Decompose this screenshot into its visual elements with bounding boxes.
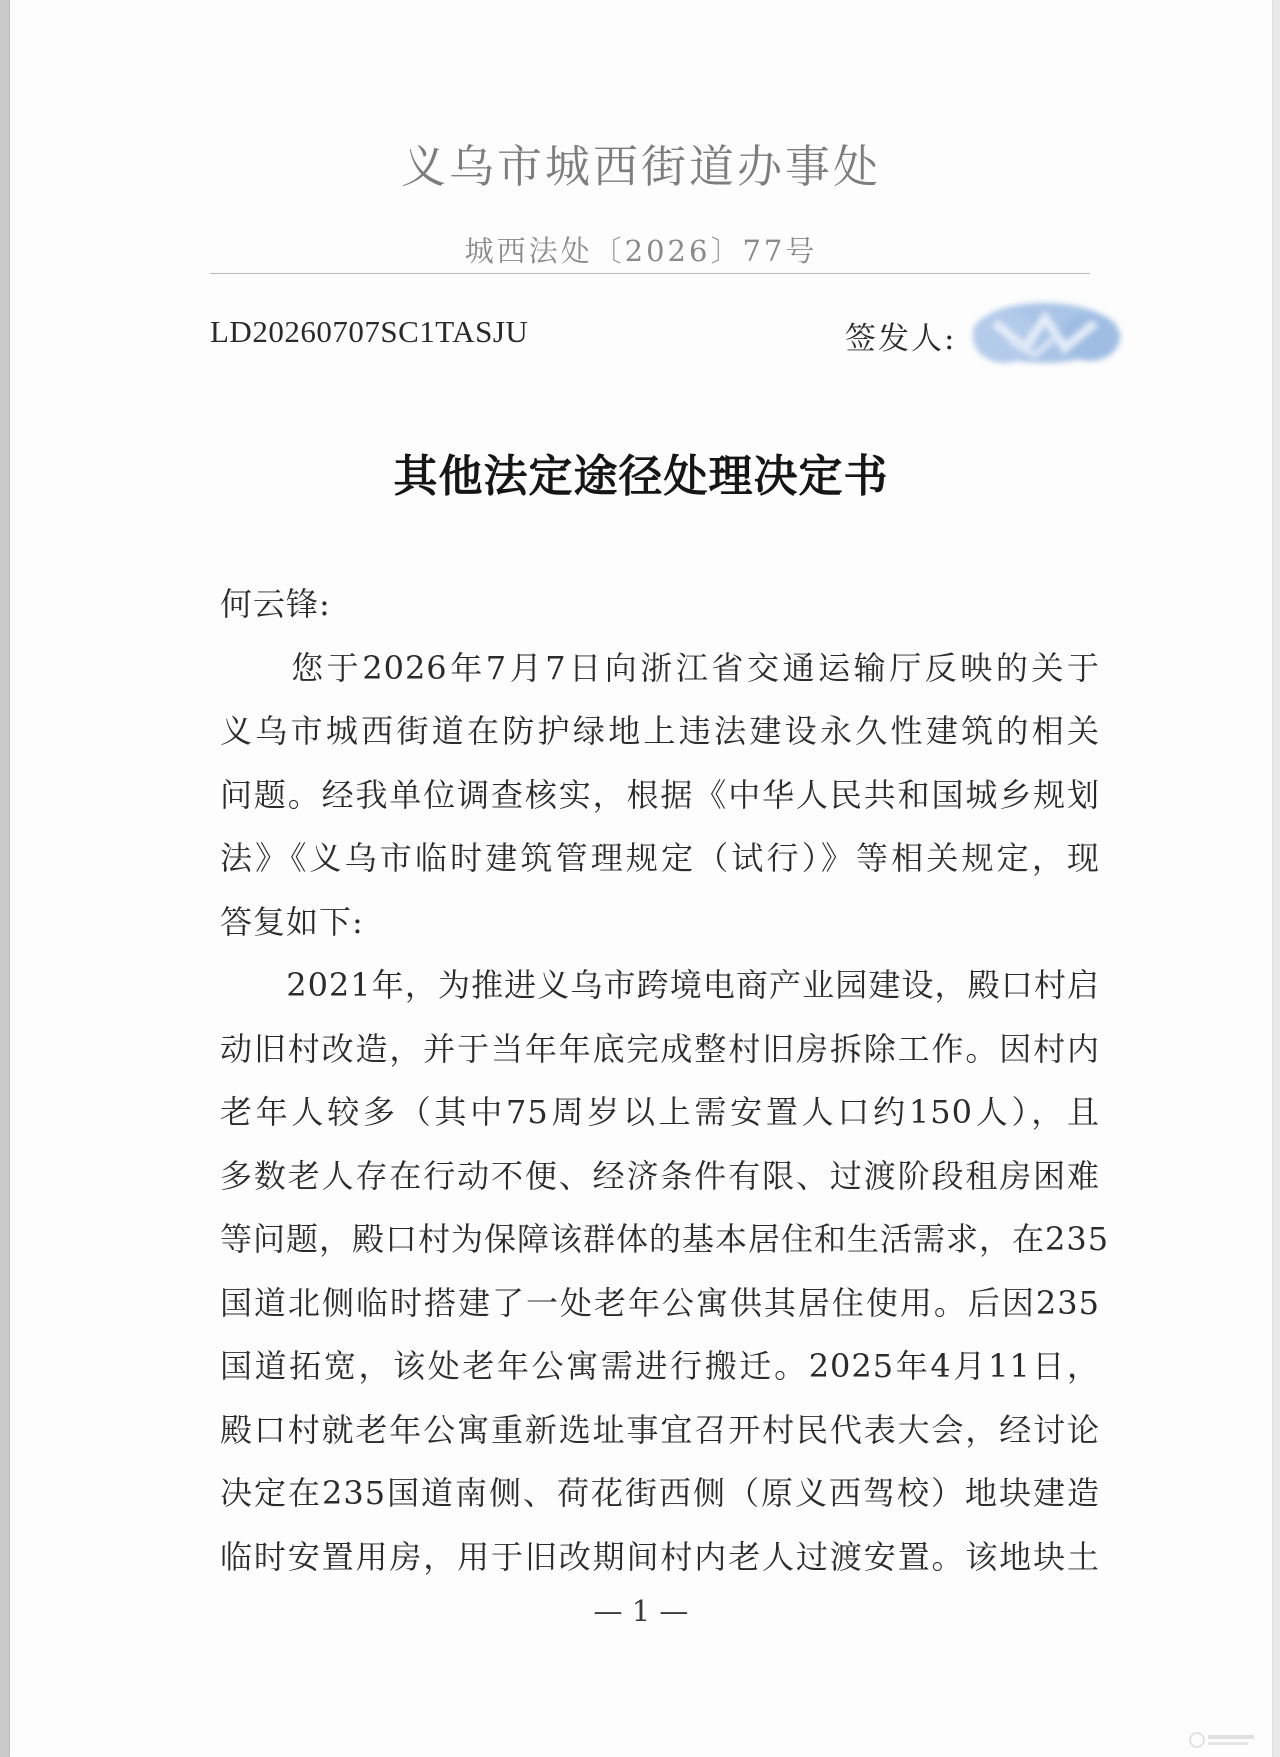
body-line: 临时安置用房，用于旧改期间村内老人过渡安置。该地块土 (220, 1537, 1100, 1576)
document-title: 其他法定途径处理决定书 (393, 451, 889, 502)
left-edge (0, 0, 10, 1757)
body-line: 国道拓宽，该处老年公寓需进行搬迁。2025年4月11日， (220, 1347, 1100, 1385)
watermark-logo-icon (1188, 1729, 1258, 1751)
body-line: 答复如下: (220, 902, 364, 941)
org-name: 义乌市城西街道办事处 (400, 140, 881, 193)
body-line: 决定在235国道南侧、荷花街西侧（原义西驾校）地块建造 (220, 1474, 1100, 1512)
body-line: 动旧村改造，并于当年年底完成整村旧房拆除工作。因村内 (220, 1029, 1100, 1068)
doc-number: 城西法处〔2026〕77号 (464, 234, 818, 268)
body-line: 何云锋: (220, 585, 331, 623)
signer-label: 签发人: (845, 321, 957, 357)
page-number: — 1 — (593, 1594, 689, 1628)
body-line: 问题。经我单位调查核实，根据《中华人民共和国城乡规划 (220, 775, 1100, 814)
body-line: 2021年，为推进义乌市跨境电商产业园建设，殿口村启 (220, 966, 1100, 1004)
reference-code: LD20260707SC1TASJU (210, 314, 529, 349)
body-line: 义乌市城西街道在防护绿地上违法建设永久性建筑的相关 (220, 712, 1100, 750)
header-divider (210, 273, 1090, 274)
redacted-signature-icon (965, 293, 1125, 371)
body-line: 国道北侧临时搭建了一处老年公寓供其居住使用。后因235 (220, 1283, 1100, 1322)
body-line: 多数老人存在行动不便、经济条件有限、过渡阶段租房困难 (220, 1156, 1100, 1195)
body-line: 殿口村就老年公寓重新选址事宜召开村民代表大会，经讨论 (220, 1410, 1100, 1449)
body-line: 法》《义乌市临时建筑管理规定（试行）》等相关规定，现 (220, 839, 1100, 877)
document-body (220, 573, 1110, 1589)
body-line: 您于2026年7月7日向浙江省交通运输厅反映的关于 (220, 648, 1100, 687)
body-line: 老年人较多（其中75周岁以上需安置人口约150人），且 (220, 1093, 1100, 1131)
body-line: 等问题，殿口村为保障该群体的基本居住和生活需求，在235 (220, 1220, 1110, 1258)
document-page (10, 0, 1272, 1757)
